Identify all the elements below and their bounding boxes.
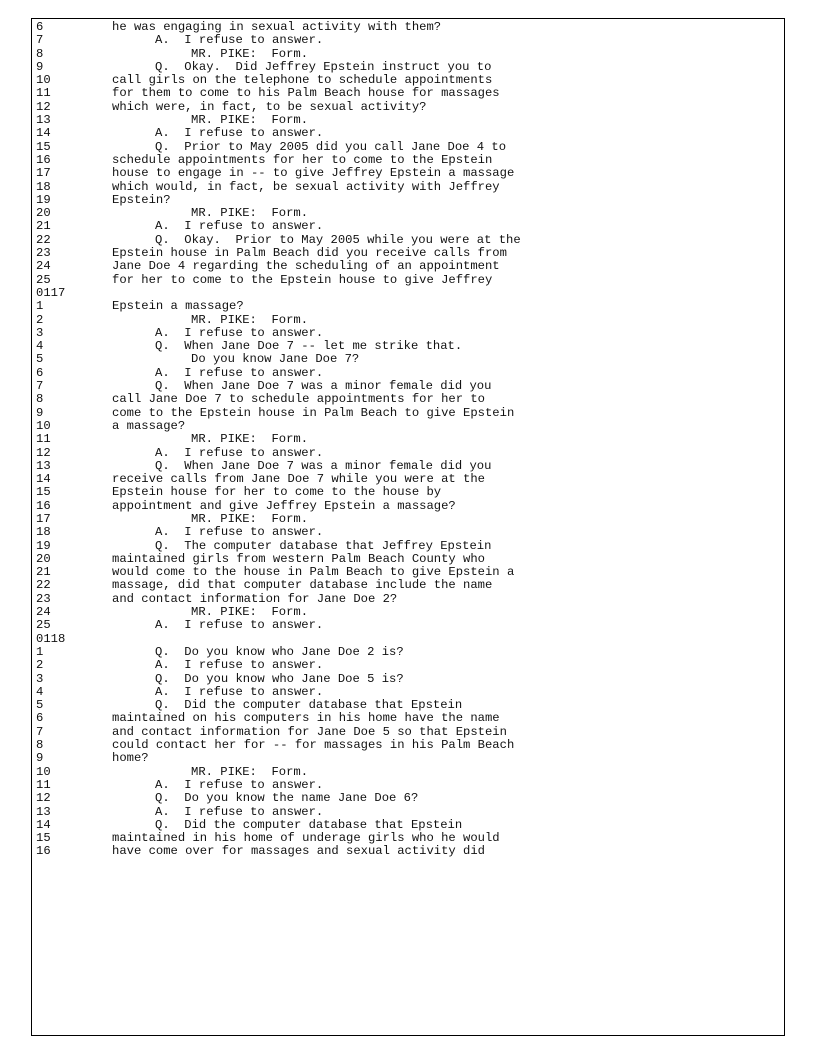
transcript-line bbox=[32, 380, 784, 393]
line-text: A. I refuse to answer. bbox=[155, 126, 324, 141]
transcript-line bbox=[32, 260, 784, 273]
transcript-line bbox=[32, 553, 784, 566]
line-number: 9 bbox=[36, 751, 44, 766]
line-text: and contact information for Jane Doe 5 so that Epstein bbox=[112, 724, 507, 739]
line-text: Q. The computer database that Jeffrey Epstein bbox=[155, 538, 492, 553]
line-number: 14 bbox=[36, 817, 51, 832]
transcript-line bbox=[32, 114, 784, 127]
transcript-line bbox=[32, 486, 784, 499]
transcript-line bbox=[32, 21, 784, 34]
line-text: maintained girls from western Palm Beach County who bbox=[112, 551, 485, 566]
line-text: appointment and give Jeffrey Epstein a massage? bbox=[112, 498, 456, 513]
transcript-line bbox=[32, 393, 784, 406]
line-number: 22 bbox=[36, 578, 51, 593]
line-number: 15 bbox=[36, 139, 51, 154]
transcript-line bbox=[32, 460, 784, 473]
transcript-line bbox=[32, 154, 784, 167]
line-number: 4 bbox=[36, 684, 44, 699]
line-text: A. I refuse to answer. bbox=[155, 684, 324, 699]
line-text: MR. PIKE: Form. bbox=[191, 764, 309, 779]
transcript-line bbox=[32, 220, 784, 233]
transcript-line bbox=[32, 726, 784, 739]
transcript-line bbox=[32, 673, 784, 686]
line-number: 7 bbox=[36, 724, 44, 739]
line-number: 8 bbox=[36, 738, 44, 753]
line-text: for her to come to the Epstein house to give Jeffrey bbox=[112, 272, 493, 287]
line-number: 7 bbox=[36, 379, 44, 394]
transcript-line bbox=[32, 473, 784, 486]
line-number: 13 bbox=[36, 458, 51, 473]
transcript-line bbox=[32, 74, 784, 87]
transcript-line bbox=[32, 101, 784, 114]
line-text: home? bbox=[112, 751, 149, 766]
line-text: A. I refuse to answer. bbox=[155, 618, 324, 633]
line-number: 6 bbox=[36, 365, 44, 380]
transcript-line bbox=[32, 779, 784, 792]
line-number: 5 bbox=[36, 698, 44, 713]
transcript-line bbox=[32, 566, 784, 579]
line-text: a massage? bbox=[112, 418, 186, 433]
line-text: Jane Doe 4 regarding the scheduling of an appointment bbox=[112, 259, 500, 274]
line-text: Epstein? bbox=[112, 192, 171, 207]
transcript-line bbox=[32, 845, 784, 858]
transcript-line bbox=[32, 699, 784, 712]
transcript-line bbox=[32, 314, 784, 327]
line-number: 19 bbox=[36, 192, 51, 207]
line-number: 6 bbox=[36, 711, 44, 726]
line-number: 9 bbox=[36, 59, 44, 74]
line-text: MR. PIKE: Form. bbox=[191, 432, 309, 447]
line-text: Q. Okay. Prior to May 2005 while you were at the bbox=[155, 232, 521, 247]
line-text: come to the Epstein house in Palm Beach to give Epstein bbox=[112, 405, 515, 420]
transcript-line bbox=[32, 340, 784, 353]
transcript-line bbox=[32, 48, 784, 61]
transcript-body bbox=[32, 19, 784, 859]
transcript-line bbox=[32, 127, 784, 140]
transcript-line bbox=[32, 806, 784, 819]
line-number: 24 bbox=[36, 605, 51, 620]
line-text: call Jane Doe 7 to schedule appointments for her to bbox=[112, 392, 485, 407]
line-text: MR. PIKE: Form. bbox=[191, 46, 309, 61]
page-number-label bbox=[32, 287, 784, 300]
page-number-text: 0118 bbox=[36, 631, 66, 646]
line-number: 8 bbox=[36, 46, 44, 61]
line-number: 12 bbox=[36, 99, 51, 114]
transcript-line bbox=[32, 752, 784, 765]
line-text: he was engaging in sexual activity with them? bbox=[112, 20, 442, 34]
line-text: would come to the house in Palm Beach to give Epstein a bbox=[112, 565, 515, 580]
line-text: receive calls from Jane Doe 7 while you were at the bbox=[112, 472, 485, 487]
line-text: Q. Did the computer database that Epstein bbox=[155, 817, 463, 832]
transcript-line bbox=[32, 619, 784, 632]
transcript-line bbox=[32, 194, 784, 207]
transcript-line bbox=[32, 353, 784, 366]
line-number: 15 bbox=[36, 831, 51, 846]
line-text: call girls on the telephone to schedule appointments bbox=[112, 73, 493, 88]
line-text: Q. Do you know who Jane Doe 2 is? bbox=[155, 644, 404, 659]
transcript-line bbox=[32, 247, 784, 260]
line-text: could contact her for -- for massages in his Palm Beach bbox=[112, 738, 515, 753]
transcript-line bbox=[32, 500, 784, 513]
line-number: 10 bbox=[36, 418, 51, 433]
line-number: 22 bbox=[36, 232, 51, 247]
line-number: 24 bbox=[36, 259, 51, 274]
line-number: 2 bbox=[36, 312, 44, 327]
transcript-line bbox=[32, 407, 784, 420]
line-number: 23 bbox=[36, 591, 51, 606]
transcript-line bbox=[32, 181, 784, 194]
line-text: Epstein house in Palm Beach did you receive calls from bbox=[112, 246, 507, 261]
line-text: A. I refuse to answer. bbox=[155, 777, 324, 792]
page-number-text: 0117 bbox=[36, 285, 66, 300]
line-text: MR. PIKE: Form. bbox=[191, 605, 309, 620]
line-number: 16 bbox=[36, 498, 51, 513]
page-number-label bbox=[32, 633, 784, 646]
line-number: 20 bbox=[36, 551, 51, 566]
line-number: 8 bbox=[36, 392, 44, 407]
line-text: A. I refuse to answer. bbox=[155, 365, 324, 380]
line-number: 10 bbox=[36, 764, 51, 779]
line-number: 16 bbox=[36, 844, 51, 859]
transcript-line bbox=[32, 792, 784, 805]
line-text: massage, did that computer database include the name bbox=[112, 578, 493, 593]
line-number: 14 bbox=[36, 472, 51, 487]
line-number: 17 bbox=[36, 511, 51, 526]
line-text: and contact information for Jane Doe 2? bbox=[112, 591, 398, 606]
transcript-line bbox=[32, 659, 784, 672]
line-text: A. I refuse to answer. bbox=[155, 325, 324, 340]
transcript-line bbox=[32, 540, 784, 553]
line-number: 2 bbox=[36, 658, 44, 673]
line-number: 10 bbox=[36, 73, 51, 88]
line-text: Q. Prior to May 2005 did you call Jane Doe 4 to bbox=[155, 139, 507, 154]
transcript-frame bbox=[31, 18, 785, 1036]
line-text: Q. Okay. Did Jeffrey Epstein instruct you to bbox=[155, 59, 492, 74]
line-number: 20 bbox=[36, 206, 51, 221]
line-text: MR. PIKE: Form. bbox=[191, 206, 309, 221]
line-number: 11 bbox=[36, 86, 51, 101]
line-number: 18 bbox=[36, 179, 51, 194]
line-number: 16 bbox=[36, 152, 51, 167]
transcript-line bbox=[32, 34, 784, 47]
line-number: 3 bbox=[36, 671, 44, 686]
line-number: 15 bbox=[36, 485, 51, 500]
transcript-line bbox=[32, 61, 784, 74]
line-text: Q. When Jane Doe 7 was a minor female did you bbox=[155, 458, 492, 473]
transcript-line bbox=[32, 433, 784, 446]
line-number: 18 bbox=[36, 525, 51, 540]
line-text: Q. Do you know the name Jane Doe 6? bbox=[155, 791, 419, 806]
transcript-line bbox=[32, 526, 784, 539]
line-text: for them to come to his Palm Beach house for massages bbox=[112, 86, 500, 101]
transcript-line bbox=[32, 420, 784, 433]
line-number: 12 bbox=[36, 445, 51, 460]
line-number: 4 bbox=[36, 339, 44, 354]
transcript-line bbox=[32, 167, 784, 180]
transcript-line bbox=[32, 766, 784, 779]
transcript-line bbox=[32, 327, 784, 340]
transcript-line bbox=[32, 606, 784, 619]
line-text: Do you know Jane Doe 7? bbox=[191, 352, 360, 367]
transcript-line bbox=[32, 447, 784, 460]
line-text: Q. When Jane Doe 7 -- let me strike that. bbox=[155, 339, 463, 354]
line-text: house to engage in -- to give Jeffrey Epstein a massage bbox=[112, 166, 515, 181]
line-text: maintained in his home of underage girls who he would bbox=[112, 831, 500, 846]
transcript-line bbox=[32, 513, 784, 526]
line-text: have come over for massages and sexual activity did bbox=[112, 844, 485, 859]
line-number: 3 bbox=[36, 325, 44, 340]
line-number: 11 bbox=[36, 432, 51, 447]
line-text: A. I refuse to answer. bbox=[155, 445, 324, 460]
line-number: 9 bbox=[36, 405, 44, 420]
line-text: schedule appointments for her to come to the Epstein bbox=[112, 152, 493, 167]
transcript-line bbox=[32, 367, 784, 380]
transcript-line bbox=[32, 593, 784, 606]
line-text: maintained on his computers in his home have the name bbox=[112, 711, 500, 726]
line-text: Q. Did the computer database that Epstein bbox=[155, 698, 463, 713]
transcript-line bbox=[32, 712, 784, 725]
line-number: 1 bbox=[36, 299, 44, 314]
line-number: 21 bbox=[36, 565, 51, 580]
line-text: which would, in fact, be sexual activity with Jeffrey bbox=[112, 179, 500, 194]
line-number: 14 bbox=[36, 126, 51, 141]
line-text: A. I refuse to answer. bbox=[155, 804, 324, 819]
line-text: MR. PIKE: Form. bbox=[191, 511, 309, 526]
line-number: 13 bbox=[36, 804, 51, 819]
line-text: Q. When Jane Doe 7 was a minor female did you bbox=[155, 379, 492, 394]
transcript-line bbox=[32, 274, 784, 287]
transcript-line bbox=[32, 141, 784, 154]
line-text: A. I refuse to answer. bbox=[155, 33, 324, 48]
line-text: A. I refuse to answer. bbox=[155, 658, 324, 673]
line-number: 1 bbox=[36, 644, 44, 659]
line-text: MR. PIKE: Form. bbox=[191, 312, 309, 327]
line-number: 19 bbox=[36, 538, 51, 553]
line-number: 25 bbox=[36, 272, 51, 287]
line-number: 11 bbox=[36, 777, 51, 792]
line-text: Epstein a massage? bbox=[112, 299, 244, 314]
line-number: 12 bbox=[36, 791, 51, 806]
transcript-line bbox=[32, 579, 784, 592]
line-text: MR. PIKE: Form. bbox=[191, 113, 309, 128]
line-number: 13 bbox=[36, 113, 51, 128]
transcript-line bbox=[32, 234, 784, 247]
line-text: A. I refuse to answer. bbox=[155, 219, 324, 234]
line-number: 25 bbox=[36, 618, 51, 633]
transcript-line bbox=[32, 739, 784, 752]
transcript-line bbox=[32, 832, 784, 845]
line-number: 7 bbox=[36, 33, 44, 48]
line-text: A. I refuse to answer. bbox=[155, 525, 324, 540]
transcript-line bbox=[32, 87, 784, 100]
line-number: 5 bbox=[36, 352, 44, 367]
transcript-line bbox=[32, 819, 784, 832]
line-number: 17 bbox=[36, 166, 51, 181]
line-text: Epstein house for her to come to the house by bbox=[112, 485, 442, 500]
line-text: which were, in fact, to be sexual activity? bbox=[112, 99, 427, 114]
line-text: Q. Do you know who Jane Doe 5 is? bbox=[155, 671, 404, 686]
transcript-line bbox=[32, 686, 784, 699]
line-number: 6 bbox=[36, 20, 44, 34]
transcript-line bbox=[32, 300, 784, 313]
transcript-line bbox=[32, 646, 784, 659]
transcript-line bbox=[32, 207, 784, 220]
line-number: 23 bbox=[36, 246, 51, 261]
line-number: 21 bbox=[36, 219, 51, 234]
